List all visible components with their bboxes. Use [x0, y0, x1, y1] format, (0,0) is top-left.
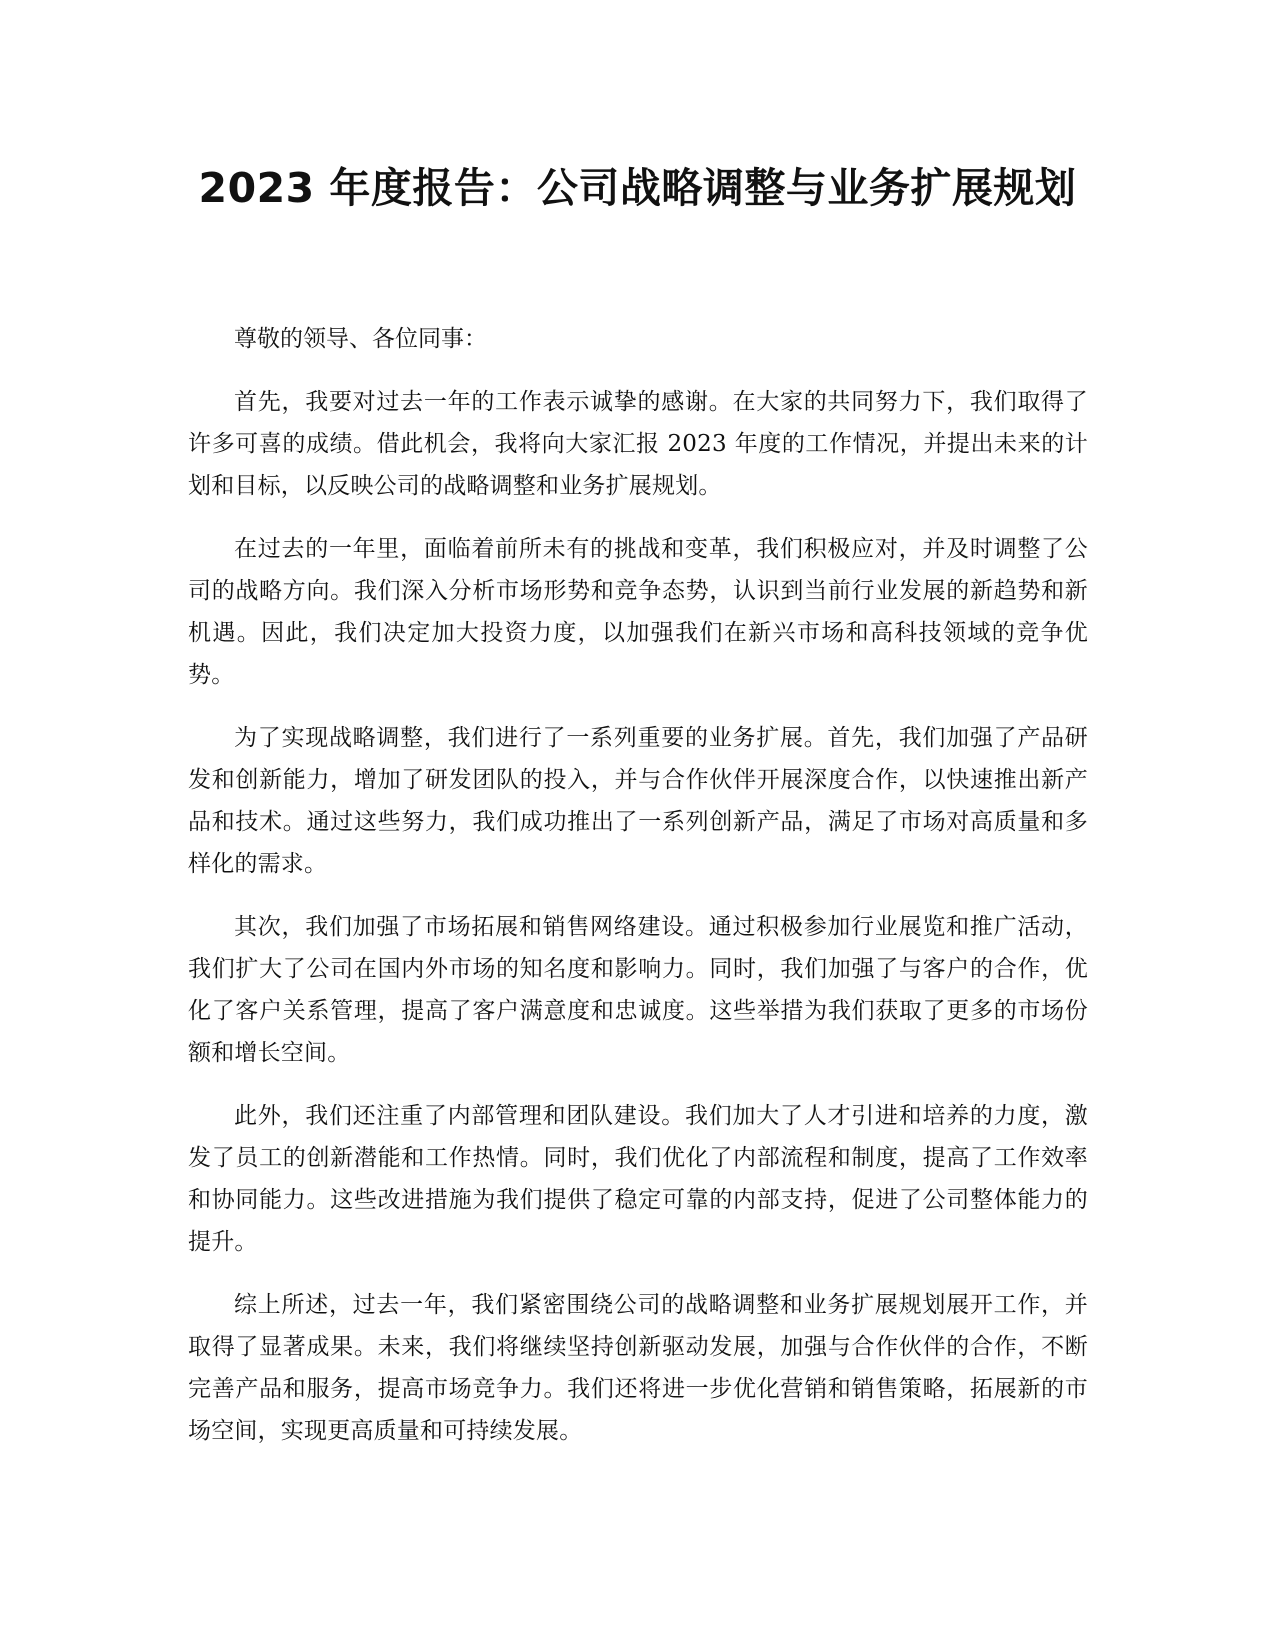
- paragraph-6: 综上所述，过去一年，我们紧密围绕公司的战略调整和业务扩展规划展开工作，并取得了显著成果。未来，我们将继续坚持创新驱动发展，加强与合作伙伴的合作，不断完善产品和服务，提高市场竞争力。我们还将进一步优化营销和销售策略，拓展新的市场空间，实现更高质量和可持续发展。: [188, 1292, 1088, 1444]
- salutation: 尊敬的领导、各位同事：: [234, 326, 487, 352]
- paragraph-2: 在过去的一年里，面临着前所未有的挑战和变革，我们积极应对，并及时调整了公司的战略方向。我们深入分析市场形势和竞争态势，认识到当前行业发展的新趋势和新机遇。因此，我们决定加大投资力度，以加强我们在新兴市场和高科技领域的竞争优势。: [188, 536, 1088, 688]
- paragraph-5: 此外，我们还注重了内部管理和团队建设。我们加大了人才引进和培养的力度，激发了员工的创新潜能和工作热情。同时，我们优化了内部流程和制度，提高了工作效率和协同能力。这些改进措施为我们提供了稳定可靠的内部支持，促进了公司整体能力的提升。: [188, 1103, 1088, 1255]
- paragraph-1: 首先，我要对过去一年的工作表示诚挚的感谢。在大家的共同努力下，我们取得了许多可喜的成绩。借此机会，我将向大家汇报 2023 年度的工作情况，并提出未来的计划和目标，以反映公司的战略调整和业务扩展规划。: [188, 389, 1088, 499]
- paragraph-4: 其次，我们加强了市场拓展和销售网络建设。通过积极参加行业展览和推广活动，我们扩大了公司在国内外市场的知名度和影响力。同时，我们加强了与客户的合作，优化了客户关系管理，提高了客户满意度和忠诚度。这些举措为我们获取了更多的市场份额和增长空间。: [188, 914, 1088, 1066]
- document-body: [188, 318, 1088, 1473]
- paragraph-3: 为了实现战略调整，我们进行了一系列重要的业务扩展。首先，我们加强了产品研发和创新能力，增加了研发团队的投入，并与合作伙伴开展深度合作，以快速推出新产品和技术。通过这些努力，我们成功推出了一系列创新产品，满足了市场对高质量和多样化的需求。: [188, 725, 1088, 877]
- document-title: 2023 年度报告：公司战略调整与业务扩展规划: [198, 164, 1077, 212]
